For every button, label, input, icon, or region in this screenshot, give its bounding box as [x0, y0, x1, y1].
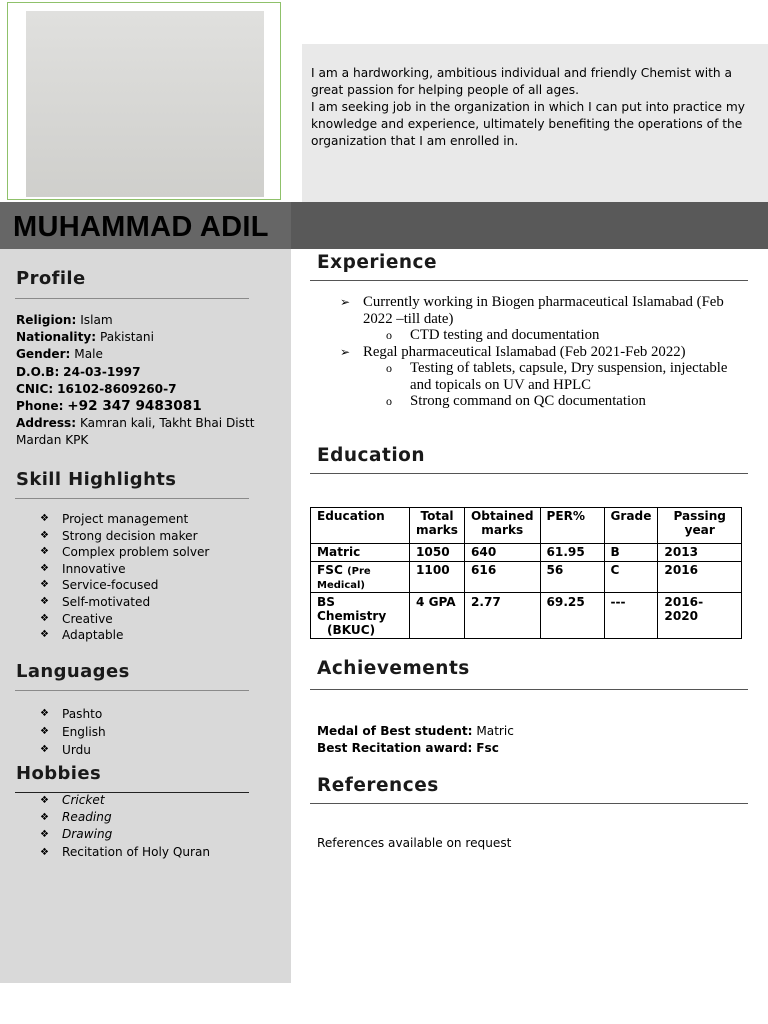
- diamond-bullet-icon: ❖: [40, 612, 49, 624]
- experience-item: [340, 344, 750, 361]
- hobby-label: Drawing: [62, 827, 113, 842]
- circle-bullet-icon: o: [386, 394, 392, 408]
- table-cell: 4 GPA: [410, 593, 465, 639]
- languages-heading: Languages: [16, 661, 130, 682]
- table-cell: [311, 544, 410, 562]
- table-cell: 69.25: [540, 593, 604, 639]
- table-cell: [311, 593, 410, 639]
- gender-value: Male: [74, 347, 103, 362]
- summary-line-1: I am a hardworking, ambitious individual and friendly Chemist with a great passion for helping people of all ages.: [311, 66, 733, 97]
- table-cell: 61.95: [540, 544, 604, 562]
- skill-label: Service-focused: [62, 578, 159, 593]
- language-label: English: [62, 725, 106, 739]
- education-note: (Pre Medical): [317, 566, 371, 591]
- skill-label: Creative: [62, 611, 113, 626]
- experience-subitem: [340, 393, 750, 410]
- phone-row: [16, 398, 256, 415]
- skill-label: Adaptable: [62, 628, 124, 643]
- table-cell: ---: [604, 593, 658, 639]
- achievements-list: [317, 723, 514, 757]
- references-heading: References: [317, 775, 439, 796]
- table-cell: 1050: [410, 544, 465, 562]
- skill-label: Project management: [62, 512, 189, 526]
- achievement-item: [317, 723, 514, 740]
- diamond-bullet-icon: ❖: [40, 829, 49, 841]
- skills-heading: Skill Highlights: [16, 469, 177, 490]
- phone-label: Phone:: [16, 399, 64, 414]
- experience-list: [340, 294, 750, 410]
- education-note: (BKUC): [327, 623, 376, 637]
- column-header: Passing year: [658, 508, 742, 544]
- nationality-label: Nationality:: [16, 330, 97, 345]
- hobby-label: Recitation of Holy Quran: [62, 844, 211, 859]
- summary-box: [302, 44, 768, 202]
- summary-line-2: I am seeking job in the organization in which I can put into practice my knowledge and experience, ultimately benefiting the operations of the organization that I am enrolled in.: [311, 100, 745, 148]
- list-item: [40, 528, 209, 545]
- arrow-bullet-icon: ➢: [340, 344, 351, 359]
- dob-label: D.O.B:: [16, 364, 60, 379]
- list-item: [40, 511, 209, 528]
- dob-row: [16, 364, 256, 381]
- list-item: [40, 792, 210, 809]
- achievements-divider: [310, 689, 748, 690]
- list-item: [40, 611, 209, 628]
- list-item: [40, 577, 209, 594]
- diamond-bullet-icon: ❖: [40, 579, 49, 591]
- experience-subitem: [340, 327, 750, 344]
- column-header: Obtained marks: [465, 508, 541, 544]
- hobbies-list: [40, 792, 210, 861]
- diamond-bullet-icon: ❖: [40, 629, 49, 641]
- circle-bullet-icon: o: [386, 361, 392, 375]
- diamond-bullet-icon: ❖: [40, 708, 49, 719]
- table-cell: 2016: [658, 562, 742, 593]
- table-row: [311, 593, 742, 639]
- achievement-value: Fsc: [476, 741, 499, 755]
- profile-photo: [26, 11, 264, 197]
- language-label: Pashto: [62, 707, 103, 721]
- education-heading: Education: [317, 445, 426, 466]
- achievement-label: Best Recitation award:: [317, 741, 473, 755]
- languages-list: [40, 705, 106, 759]
- achievement-value: Matric: [476, 724, 514, 738]
- languages-divider: [15, 690, 249, 691]
- education-name: FSC: [317, 563, 343, 577]
- table-cell: B: [604, 544, 658, 562]
- table-cell: 2016-2020: [658, 593, 742, 639]
- references-divider: [310, 803, 748, 804]
- diamond-bullet-icon: ❖: [40, 595, 49, 607]
- diamond-bullet-icon: ❖: [40, 846, 49, 858]
- gender-label: Gender:: [16, 347, 71, 362]
- address-row: [16, 415, 256, 432]
- task-text: Testing of tablets, capsule, Dry suspension, injectable and topicals on UV and HPLC: [410, 360, 728, 393]
- list-item: [40, 741, 106, 759]
- diamond-bullet-icon: ❖: [40, 795, 49, 806]
- list-item: [40, 561, 209, 578]
- list-item: [40, 594, 209, 611]
- summary-text: [311, 65, 751, 150]
- list-item: [40, 544, 209, 561]
- diamond-bullet-icon: ❖: [40, 513, 49, 524]
- education-divider: [310, 473, 748, 474]
- column-header: Education: [311, 508, 410, 544]
- achievement-label: Medal of Best student:: [317, 724, 473, 738]
- list-item: [40, 705, 106, 723]
- achievement-item: [317, 740, 514, 757]
- table-row: [311, 544, 742, 562]
- diamond-bullet-icon: ❖: [40, 726, 49, 737]
- religion-label: Religion:: [16, 313, 77, 327]
- experience-heading: Experience: [317, 252, 438, 273]
- table-cell: C: [604, 562, 658, 593]
- table-cell: 616: [465, 562, 541, 593]
- achievements-heading: Achievements: [317, 658, 470, 679]
- experience-subitem: [340, 360, 750, 393]
- list-item: [40, 723, 106, 741]
- education-name: Matric: [317, 545, 361, 559]
- column-header: PER%: [540, 508, 604, 544]
- address-value-line-1: Kamran kali, Takht Bhai Distt: [79, 416, 255, 431]
- gender-row: [16, 346, 256, 363]
- diamond-bullet-icon: ❖: [40, 562, 49, 574]
- circle-bullet-icon: o: [386, 328, 392, 342]
- education-table: [310, 507, 742, 639]
- diamond-bullet-icon: ❖: [40, 546, 49, 558]
- job-title: Currently working in Biogen pharmaceutical Islamabad (Feb 2022 –till date): [363, 294, 724, 327]
- profile-photo-frame: [7, 2, 281, 200]
- table-cell: 2.77: [465, 593, 541, 639]
- arrow-bullet-icon: ➢: [340, 295, 351, 309]
- table-cell: 2013: [658, 544, 742, 562]
- table-cell: 56: [540, 562, 604, 593]
- list-item: [40, 826, 210, 843]
- table-row: [311, 562, 742, 593]
- skills-divider: [15, 498, 249, 499]
- table-cell: 1100: [410, 562, 465, 593]
- skills-list: [40, 511, 209, 644]
- references-text: References available on request: [317, 836, 512, 850]
- diamond-bullet-icon: ❖: [40, 744, 49, 755]
- task-text: CTD testing and documentation: [410, 327, 600, 343]
- religion-row: [16, 312, 256, 329]
- table-header-row: [311, 508, 742, 544]
- list-item: [40, 627, 209, 644]
- profile-heading: Profile: [16, 268, 86, 289]
- diamond-bullet-icon: ❖: [40, 812, 49, 824]
- religion-value: Islam: [80, 313, 113, 327]
- candidate-name: MUHAMMAD ADIL: [13, 211, 269, 243]
- task-text: Strong command on QC documentation: [410, 393, 646, 409]
- profile-info: [16, 312, 256, 450]
- job-title: Regal pharmaceutical Islamabad (Feb 2021-Feb 2022): [363, 343, 686, 360]
- skill-label: Innovative: [62, 561, 126, 576]
- address-value-line-2: Mardan KPK: [16, 433, 89, 448]
- dob-value: 24-03-1997: [63, 364, 141, 379]
- hobby-label: Reading: [62, 810, 112, 825]
- skill-label: Strong decision maker: [62, 528, 198, 543]
- skill-label: Self-motivated: [62, 594, 151, 609]
- cnic-label: CNIC:: [16, 381, 54, 396]
- education-name: BS Chemistry: [317, 595, 387, 623]
- skill-label: Complex problem solver: [62, 545, 210, 560]
- table-cell: [311, 562, 410, 593]
- list-item: [40, 809, 210, 826]
- column-header: Grade: [604, 508, 658, 544]
- column-header: Total marks: [410, 508, 465, 544]
- table-cell: 640: [465, 544, 541, 562]
- language-label: Urdu: [62, 743, 91, 757]
- nationality-row: [16, 329, 256, 346]
- address-row-2: [16, 432, 256, 449]
- profile-divider: [15, 298, 249, 299]
- nationality-value: Pakistani: [99, 330, 154, 345]
- cnic-value: 16102-8609260-7: [57, 381, 177, 396]
- diamond-bullet-icon: ❖: [40, 529, 49, 541]
- list-item: [40, 844, 210, 861]
- cnic-row: [16, 381, 256, 398]
- experience-divider: [310, 280, 748, 281]
- hobbies-heading: Hobbies: [16, 763, 102, 784]
- experience-item: [340, 294, 750, 327]
- hobby-label: Cricket: [62, 793, 105, 807]
- phone-value: +92 347 9483081: [67, 398, 202, 415]
- address-label: Address:: [16, 416, 77, 431]
